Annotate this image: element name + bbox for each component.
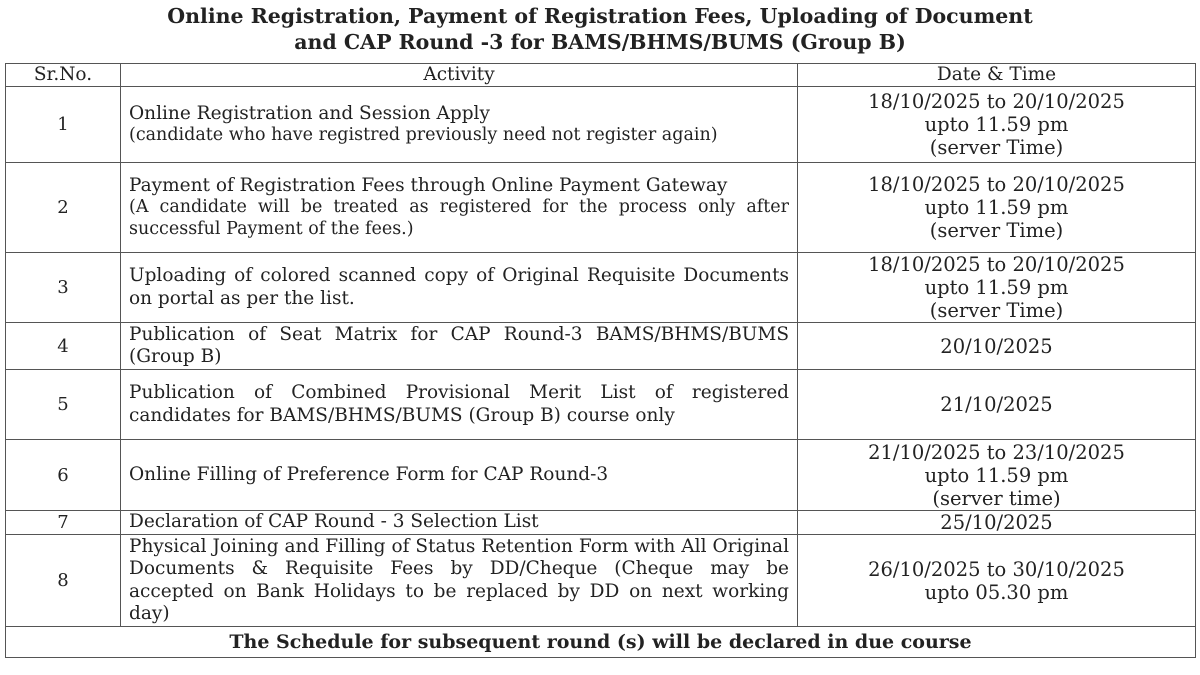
row-activity: Declaration of CAP Round - 3 Selection List [121,511,798,535]
row-date-time: 20/10/2025 [798,323,1196,370]
row-sr-no: 2 [6,163,121,253]
header-activity: Activity [121,64,798,87]
activity-note: (candidate who have registred previously need not register again) [129,125,718,145]
row-activity [121,163,798,253]
activity-text: Payment of Registration Fees through Online Payment Gateway [129,174,728,196]
date-note: (server time) [932,486,1061,510]
row-sr-no: 5 [6,370,121,440]
row-date-time [798,253,1196,323]
activity-note: (A candidate will be treated as registered for the process only after successful Payment of the fees.) [129,197,789,239]
row-date-time [798,87,1196,163]
row-activity: Uploading of colored scanned copy of Original Requisite Documents on portal as per the list. [121,253,798,323]
table-row [6,370,1196,440]
row-date-time [798,163,1196,253]
header-sr-no: Sr.No. [6,64,121,87]
date-note: (server Time) [929,219,1064,242]
row-sr-no: 6 [6,440,121,511]
schedule-table [5,63,1196,658]
date-time-limit: upto 05.30 pm [924,580,1069,604]
date-time-limit: upto 11.59 pm [924,196,1069,219]
activity-text: Online Registration and Session Apply [129,102,490,124]
title-line-2: and CAP Round -3 for BAMS/BHMS/BUMS (Group B) [294,30,906,54]
table-header-row [6,64,1196,87]
table-row [6,440,1196,511]
table-row [6,535,1196,627]
date-note: (server Time) [929,299,1064,322]
date-range: 26/10/2025 to 30/10/2025 [868,557,1125,581]
table-row [6,87,1196,163]
document-title [0,0,1200,58]
row-activity: Publication of Seat Matrix for CAP Round-3 BAMS/BHMS/BUMS (Group B) [121,323,798,370]
date-time-limit: upto 11.59 pm [924,463,1069,487]
date-time-limit: upto 11.59 pm [924,276,1069,299]
row-sr-no: 8 [6,535,121,627]
row-activity [121,87,798,163]
date-range: 18/10/2025 to 20/10/2025 [868,173,1125,196]
row-sr-no: 3 [6,253,121,323]
row-date-time [798,440,1196,511]
row-activity: Physical Joining and Filling of Status Retention Form with All Original Documents & Requisite Fees by DD/Cheque (Cheque may be accepted on Bank Holidays to be replaced by DD on next working day) [121,535,798,627]
row-date-time: 25/10/2025 [798,511,1196,535]
header-date-time: Date & Time [798,64,1196,87]
row-activity: Publication of Combined Provisional Merit List of registered candidates for BAMS/BHMS/BUMS (Group B) course only [121,370,798,440]
date-note: (server Time) [929,136,1064,159]
table-row [6,253,1196,323]
row-sr-no: 1 [6,87,121,163]
schedule-footer-note: The Schedule for subsequent round (s) will be declared in due course [6,627,1196,658]
row-sr-no: 7 [6,511,121,535]
table-row [6,511,1196,535]
date-range: 18/10/2025 to 20/10/2025 [868,253,1125,276]
date-range: 21/10/2025 to 23/10/2025 [868,440,1125,464]
row-date-time: 21/10/2025 [798,370,1196,440]
date-time-limit: upto 11.59 pm [924,113,1069,136]
table-row [6,163,1196,253]
row-date-time [798,535,1196,627]
row-sr-no: 4 [6,323,121,370]
title-line-1: Online Registration, Payment of Registration Fees, Uploading of Document [167,4,1033,28]
table-footer-row [6,627,1196,658]
table-row [6,323,1196,370]
row-activity: Online Filling of Preference Form for CAP Round-3 [121,440,798,511]
date-range: 18/10/2025 to 20/10/2025 [868,90,1125,113]
